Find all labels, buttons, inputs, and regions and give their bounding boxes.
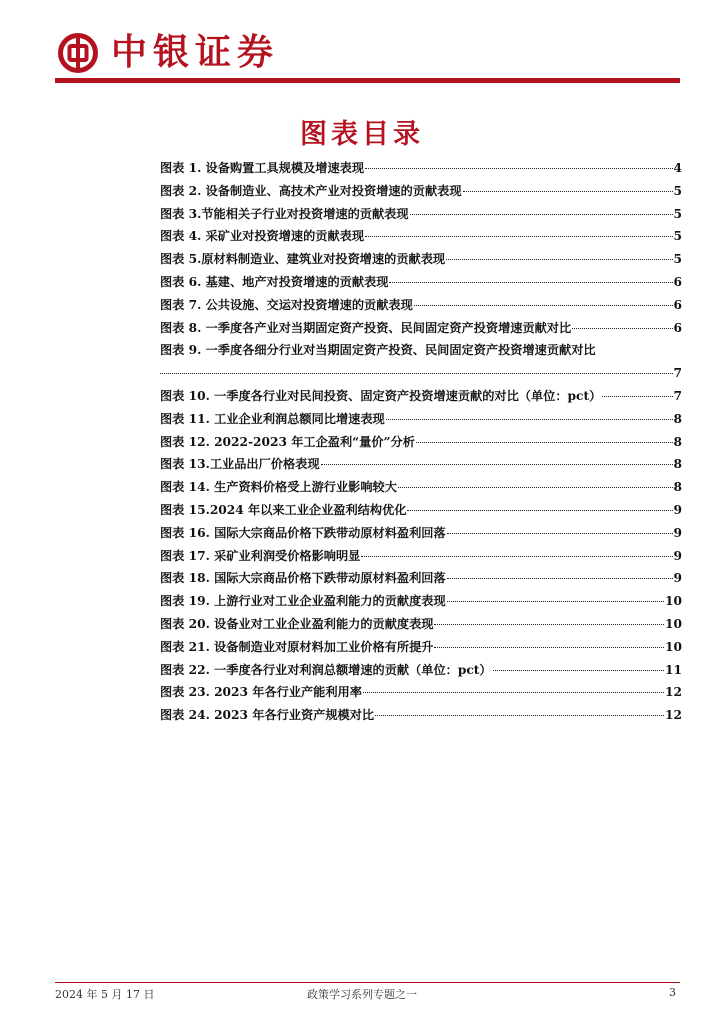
- toc-entry-label: 图表 7. 公共设施、交运对投资增速的贡献表现: [160, 297, 413, 312]
- toc-entry[interactable]: [160, 385, 682, 408]
- toc-entry-label: 图表 6. 基建、地产对投资增速的贡献表现: [160, 274, 389, 289]
- toc-entry-label: 图表 3.节能相关子行业对投资增速的贡献表现: [160, 206, 409, 221]
- toc-entry-label: 图表 16. 国际大宗商品价格下跌带动原材料盈利回落: [160, 525, 446, 540]
- toc-entry[interactable]: [160, 225, 682, 248]
- toc-leader-dots: [447, 577, 673, 579]
- toc-entry-label: 图表 9. 一季度各细分行业对当期固定资产投资、民间固定资产投资增速贡献对比: [160, 343, 596, 358]
- toc-leader-dots: [416, 441, 673, 443]
- toc-page-number: 9: [673, 548, 682, 563]
- toc-page-number: 12: [665, 685, 682, 700]
- toc-leader-dots: [434, 646, 664, 648]
- toc-entry-label: 图表 2. 设备制造业、高技术产业对投资增速的贡献表现: [160, 183, 462, 198]
- toc-entry[interactable]: [160, 545, 682, 568]
- toc-leader-dots: [361, 555, 672, 557]
- bank-of-china-logo-icon: [57, 32, 99, 74]
- toc-leader-dots: [321, 463, 673, 465]
- toc-entry-label: 图表 14. 生产资料价格受上游行业影响较大: [160, 480, 397, 495]
- toc-leader-dots: [363, 691, 664, 693]
- toc-leader-dots: [398, 486, 673, 488]
- footer-date: 2024 年 5 月 17 日: [55, 988, 155, 1001]
- toc-leader-dots: [410, 213, 673, 215]
- toc-page-number: 11: [665, 662, 682, 677]
- toc-page-number: 12: [665, 708, 682, 723]
- toc-entry[interactable]: [160, 636, 682, 659]
- toc-leader-dots: [602, 395, 672, 397]
- toc-entry[interactable]: [160, 476, 682, 499]
- toc-leader-dots: [572, 327, 672, 329]
- toc-page-number: 8: [673, 457, 682, 472]
- toc-leader-dots: [375, 714, 664, 716]
- toc-page-number: 6: [673, 274, 682, 289]
- toc-page-number: 8: [673, 480, 682, 495]
- toc-leader-dots: [365, 235, 672, 237]
- toc-leader-dots: [414, 304, 673, 306]
- report-header: [55, 30, 680, 82]
- toc-entry[interactable]: [160, 499, 682, 522]
- toc-entry-label: 图表 18. 国际大宗商品价格下跌带动原材料盈利回落: [160, 571, 446, 586]
- toc-entry[interactable]: [160, 271, 682, 294]
- footer-page-number: 3: [669, 986, 676, 999]
- table-of-figures: [160, 157, 682, 727]
- footer-divider: [55, 982, 680, 983]
- toc-page-number: 5: [673, 229, 682, 244]
- toc-page-number: 9: [673, 502, 682, 517]
- toc-page-number: 4: [673, 161, 682, 175]
- toc-entry-label: 图表 24. 2023 年各行业资产规模对比: [160, 708, 375, 723]
- toc-entry-label: 图表 13.工业品出厂价格表现: [160, 457, 320, 472]
- toc-leader-dots: [447, 600, 664, 602]
- toc-page-number: 7: [673, 388, 682, 403]
- toc-page-number: 8: [673, 434, 682, 449]
- toc-leader-dots: [463, 190, 673, 192]
- toc-entry[interactable]: [160, 339, 682, 385]
- toc-page-number: 7: [673, 366, 682, 381]
- toc-page-number: 6: [673, 320, 682, 335]
- toc-page-number: 10: [665, 594, 682, 609]
- toc-page-number: 9: [673, 571, 682, 586]
- toc-entry-label: 图表 19. 上游行业对工业企业盈利能力的贡献度表现: [160, 594, 446, 609]
- toc-page-number: 9: [673, 525, 682, 540]
- toc-leader-dots: [446, 258, 672, 260]
- toc-entry[interactable]: [160, 294, 682, 317]
- toc-entry[interactable]: [160, 157, 682, 180]
- toc-entry-label: 图表 20. 设备业对工业企业盈利能力的贡献度表现: [160, 616, 434, 631]
- toc-entry[interactable]: [160, 567, 682, 590]
- toc-page-number: 5: [673, 183, 682, 198]
- toc-entry-label: 图表 21. 设备制造业对原材料加工业价格有所提升: [160, 639, 434, 654]
- toc-entry-label: 图表 11. 工业企业利润总额同比增速表现: [160, 411, 385, 426]
- toc-page-number: 8: [673, 411, 682, 426]
- toc-leader-dots: [365, 167, 672, 169]
- toc-page-number: 5: [673, 252, 682, 267]
- toc-entry[interactable]: [160, 453, 682, 476]
- toc-page-number: 10: [665, 639, 682, 654]
- brand-name: 中银证券: [111, 32, 280, 73]
- toc-leader-dots: [386, 418, 673, 420]
- toc-entry[interactable]: [160, 203, 682, 226]
- toc-page-number: 10: [665, 616, 682, 631]
- toc-entry-label: 图表 22. 一季度各行业对利润总额增速的贡献（单位：pct）: [160, 662, 492, 677]
- toc-entry-label: 图表 17. 采矿业利润受价格影响明显: [160, 548, 361, 563]
- toc-entry-label: 图表 23. 2023 年各行业产能利用率: [160, 685, 362, 700]
- toc-entry[interactable]: [160, 248, 682, 271]
- toc-entry[interactable]: [160, 613, 682, 636]
- toc-entry[interactable]: [160, 704, 682, 727]
- header-divider: [55, 78, 680, 83]
- toc-page-number: 6: [673, 297, 682, 312]
- toc-leader-dots: [434, 623, 664, 625]
- toc-entry-label: 图表 15.2024 年以来工业企业盈利结构优化: [160, 502, 407, 517]
- toc-leader-dots: [389, 281, 672, 283]
- toc-entry-label: 图表 10. 一季度各行业对民间投资、固定资产投资增速贡献的对比（单位：pct）: [160, 388, 602, 403]
- toc-entry[interactable]: [160, 408, 682, 431]
- toc-entry[interactable]: [160, 317, 682, 340]
- toc-leader-dots: [407, 509, 672, 511]
- toc-page-number: 5: [673, 206, 682, 221]
- toc-leader-dots: [160, 372, 673, 374]
- toc-entry-label: 图表 12. 2022-2023 年工企盈利“量价”分析: [160, 434, 415, 449]
- toc-entry[interactable]: [160, 522, 682, 545]
- page-title: 图表目录: [300, 119, 424, 150]
- toc-leader-dots: [493, 669, 664, 671]
- toc-entry-label: 图表 1. 设备购置工具规模及增速表现: [160, 161, 365, 175]
- toc-entry[interactable]: [160, 431, 682, 454]
- toc-entry[interactable]: [160, 180, 682, 203]
- toc-entry[interactable]: [160, 590, 682, 613]
- toc-entry-label: 图表 8. 一季度各产业对当期固定资产投资、民间固定资产投资增速贡献对比: [160, 320, 572, 335]
- toc-entry[interactable]: [160, 681, 682, 704]
- toc-entry-label: 图表 5.原材料制造业、建筑业对投资增速的贡献表现: [160, 252, 446, 267]
- toc-leader-dots: [447, 532, 673, 534]
- toc-entry-label: 图表 4. 采矿业对投资增速的贡献表现: [160, 229, 365, 244]
- footer-series-title: 政策学习系列专题之一: [307, 988, 417, 1001]
- toc-entry[interactable]: [160, 659, 682, 682]
